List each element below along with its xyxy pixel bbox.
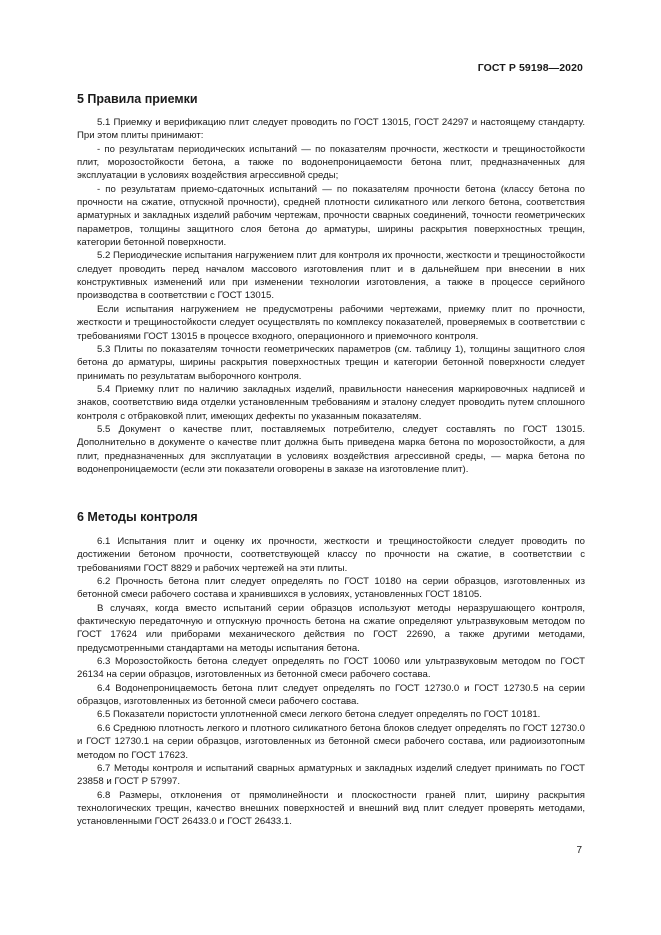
paragraph-5-1: 5.1 Приемку и верификацию плит следует проводить по ГОСТ 13015, ГОСТ 24297 и настоящему стандарту. При этом плиты принимают: [77, 117, 585, 142]
paragraph-6-2-cont: В случаях, когда вместо испытаний серии образцов используют методы неразрушающего контроля, фактическую передаточную и отпускную прочность бетона на сжатие определяют ультразвуковым методом по ГОСТ 17624 или приборами механического действия по ГОСТ 22690, а также другими методами, предусмотренными стандартами на методы испытания бетона. [77, 602, 585, 654]
paragraph-5-2: 5.2 Периодические испытания нагружением плит для контроля их прочности, жесткости и трещиностойкости следует проводить перед началом массового изготовления плит и в дальнейшем при внесении в них конструктивных изменений или при изменении технологии изготовления, а также в процессе серийного производства в соответствии с ГОСТ 13015. [77, 250, 585, 302]
paragraph-5-3: 5.3 Плиты по показателям точности геометрических параметров (см. таблицу 1), толщины защитного слоя бетона до арматуры, ширины раскрытия поверхностных трещин и категории бетонной поверхности следует принимать по результатам выборочного контроля. [77, 343, 585, 382]
paragraph-5-4: 5.4 Приемку плит по наличию закладных изделий, правильности нанесения маркировочных надписей и знаков, соответствию вида отделки установленным требованиям и эталону следует проводить путем сплошного контроля с отбраковкой плит, имеющих дефекты по указанным показателям. [77, 383, 585, 422]
paragraph-6-2: 6.2 Прочность бетона плит следует определять по ГОСТ 10180 на серии образцов, изготовленных из бетонной смеси рабочего состава и хранившихся в условиях, установленных ГОСТ 18105. [77, 576, 585, 601]
section-5-title: 5 Правила приемки [77, 92, 198, 106]
section-6-title: 6 Методы контроля [77, 510, 198, 524]
paragraph-6-1: 6.1 Испытания плит и оценку их прочности, жесткости и трещиностойкости следует проводить по достижении бетоном прочности, соответствующей классу по прочности на сжатие, в соответствии с требованиями ГОСТ 8829 и рабочих чертежей на эти плиты. [77, 536, 585, 574]
section-6-body [77, 535, 585, 829]
page-number: 7 [576, 845, 582, 856]
paragraph-5-1-periodic: - по результатам периодических испытаний — по показателям прочности, жесткости и трещиностойкости плит, морозостойкости бетона, а также по водонепроницаемости бетона плит, предназначенных для эксплуатации в условиях воздействия агрессивной среды; [77, 143, 585, 182]
paragraph-6-7: 6.7 Методы контроля и испытаний сварных арматурных и закладных изделий следует принимать по ГОСТ 23858 и ГОСТ Р 57997. [77, 762, 585, 788]
paragraph-6-5: 6.5 Показатели пористости уплотненной смеси легкого бетона следует определять по ГОСТ 10181. [97, 709, 541, 721]
paragraph-5-2-cont: Если испытания нагружением не предусмотрены рабочими чертежами, приемку плит по прочности, жесткости и трещиностойкости следует осуществлять по комплексу показателей, проверяемых в соответствии с требованиями ГОСТ 13015 в процессе входного, операционного и приемочного контроля. [77, 303, 585, 342]
paragraph-6-3: 6.3 Морозостойкость бетона следует определять по ГОСТ 10060 или ультразвуковым методом по ГОСТ 26134 на серии образцов, изготовленных из бетонной смеси рабочего состава. [77, 656, 585, 681]
document-id-header: ГОСТ Р 59198—2020 [477, 62, 583, 74]
paragraph-6-6: 6.6 Среднюю плотность легкого и плотного силикатного бетона блоков следует определять по ГОСТ 12730.0 и ГОСТ 12730.1 на серии образцов, изготовленных из бетонной смеси рабочего состава, или радиоизотопным методом по ГОСТ 17623. [77, 722, 585, 761]
paragraph-6-8: 6.8 Размеры, отклонения от прямолинейности и плоскостности граней плит, ширину раскрытия технологических трещин, качество внешних поверхностей и внешний вид плит следует проверять методами, установленными ГОСТ 26433.0 и ГОСТ 26433.1. [77, 789, 585, 828]
section-5-body [77, 116, 585, 476]
paragraph-6-4: 6.4 Водонепроницаемость бетона плит следует определять по ГОСТ 12730.0 и ГОСТ 12730.5 на серии образцов, изготовленных из бетонной смеси рабочего состава. [77, 682, 585, 708]
paragraph-5-1-acceptance: - по результатам приемо-сдаточных испытаний — по показателям прочности бетона (классу бетона по прочности на сжатие, отпускной прочности), средней плотности силикатного или легкого бетона, соответствия арматурных и закладных изделий рабочим чертежам, прочности сварных соединений, точности геометрических параметров, толщины защитного слоя бетона до арматуры, ширины раскрытия поверхностных трещин, категории бетонной поверхности. [77, 183, 585, 249]
paragraph-5-5: 5.5 Документ о качестве плит, поставляемых потребителю, следует составлять по ГОСТ 13015. Дополнительно в документе о качестве плит должна быть приведена марка бетона по морозостойкости, а для плит, предназначенных для эксплуатации в условиях воздействия агрессивной среды, — марка бетона по водонепроницаемости (если эти показатели оговорены в заказе на изготовление плит). [77, 423, 585, 475]
